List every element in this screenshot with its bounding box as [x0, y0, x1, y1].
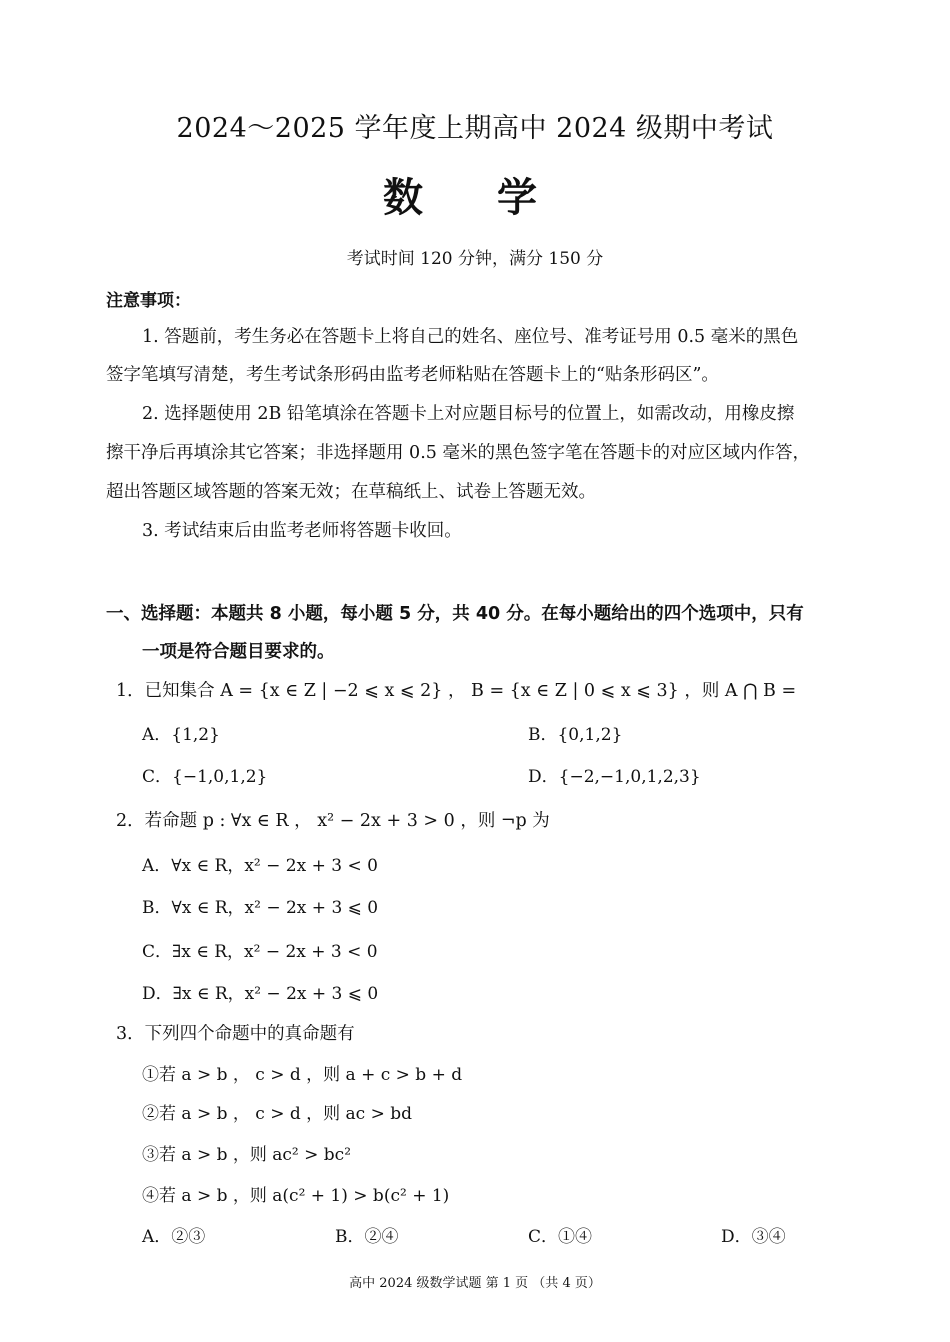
exam-info: 考试时间 120 分钟，满分 150 分 — [346, 249, 604, 269]
subject-title: 数 学 — [383, 175, 567, 221]
question-3-option-c: C．①④ — [528, 1227, 593, 1247]
question-3-statement-4: ④若 a > b ，则 a(c² + 1) > b(c² + 1) — [142, 1186, 450, 1206]
question-1-option-b: B．{0,1,2} — [528, 725, 623, 745]
notice-line: 1. 答题前，考生务必在答题卡上将自己的姓名、座位号、准考证号用 0.5 毫米的黑色 — [142, 327, 799, 347]
notice-line: 擦干净后再填涂其它答案；非选择题用 0.5 毫米的黑色签字笔在答题卡的对应区域内作答， — [106, 443, 810, 463]
question-1-option-c: C．{−1,0,1,2} — [142, 767, 268, 787]
question-1-stem: 1．已知集合 A = {x ∈ Z | −2 ⩽ x ⩽ 2} ， B = {x ∈ Z | 0 ⩽ x ⩽ 3} ，则 A ⋂ B = — [116, 681, 797, 701]
question-2-stem: 2．若命题 p : ∀x ∈ R ， x² − 2x + 3 > 0 ，则 ¬p 为 — [116, 811, 550, 831]
notice-line: 超出答题区域答题的答案无效；在草稿纸上、试卷上答题无效。 — [106, 482, 596, 502]
question-2-option-c: C．∃x ∈ R，x² − 2x + 3 < 0 — [142, 942, 378, 962]
question-3-option-d: D．③④ — [721, 1227, 786, 1247]
question-1-option-d: D．{−2,−1,0,1,2,3} — [528, 767, 701, 787]
question-3-statement-3: ③若 a > b ，则 ac² > bc² — [142, 1145, 352, 1165]
notice-line: 签字笔填写清楚，考生考试条形码由监考老师粘贴在答题卡上的“贴条形码区”。 — [106, 365, 719, 385]
question-3-option-b: B．②④ — [335, 1227, 399, 1247]
question-3-stem: 3．下列四个命题中的真命题有 — [116, 1024, 355, 1044]
question-2-option-d: D．∃x ∈ R，x² − 2x + 3 ⩽ 0 — [142, 984, 379, 1004]
question-1-option-a: A．{1,2} — [142, 725, 220, 745]
exam-title: 2024～2025 学年度上期高中 2024 级期中考试 — [176, 113, 774, 144]
question-3-option-a: A．②③ — [142, 1227, 206, 1247]
page-footer: 高中 2024 级数学试题 第 1 页 （共 4 页） — [349, 1276, 601, 1291]
notice-heading: 注意事项： — [106, 291, 191, 311]
notice-line: 2. 选择题使用 2B 铅笔填涂在答题卡上对应题目标号的位置上，如需改动，用橡皮擦 — [142, 404, 795, 424]
question-3-statement-1: ①若 a > b ， c > d ，则 a + c > b + d — [142, 1065, 463, 1085]
section-heading: 一、选择题：本题共 8 小题，每小题 5 分，共 40 分。在每小题给出的四个选项中，只有 — [106, 604, 804, 624]
notice-line: 3. 考试结束后由监考老师将答题卡收回。 — [142, 521, 462, 541]
question-2-option-a: A．∀x ∈ R，x² − 2x + 3 < 0 — [142, 856, 378, 876]
question-3-statement-2: ②若 a > b ， c > d ，则 ac > bd — [142, 1104, 413, 1124]
section-heading-cont: 一项是符合题目要求的。 — [142, 642, 335, 662]
question-2-option-b: B．∀x ∈ R，x² − 2x + 3 ⩽ 0 — [142, 898, 379, 918]
